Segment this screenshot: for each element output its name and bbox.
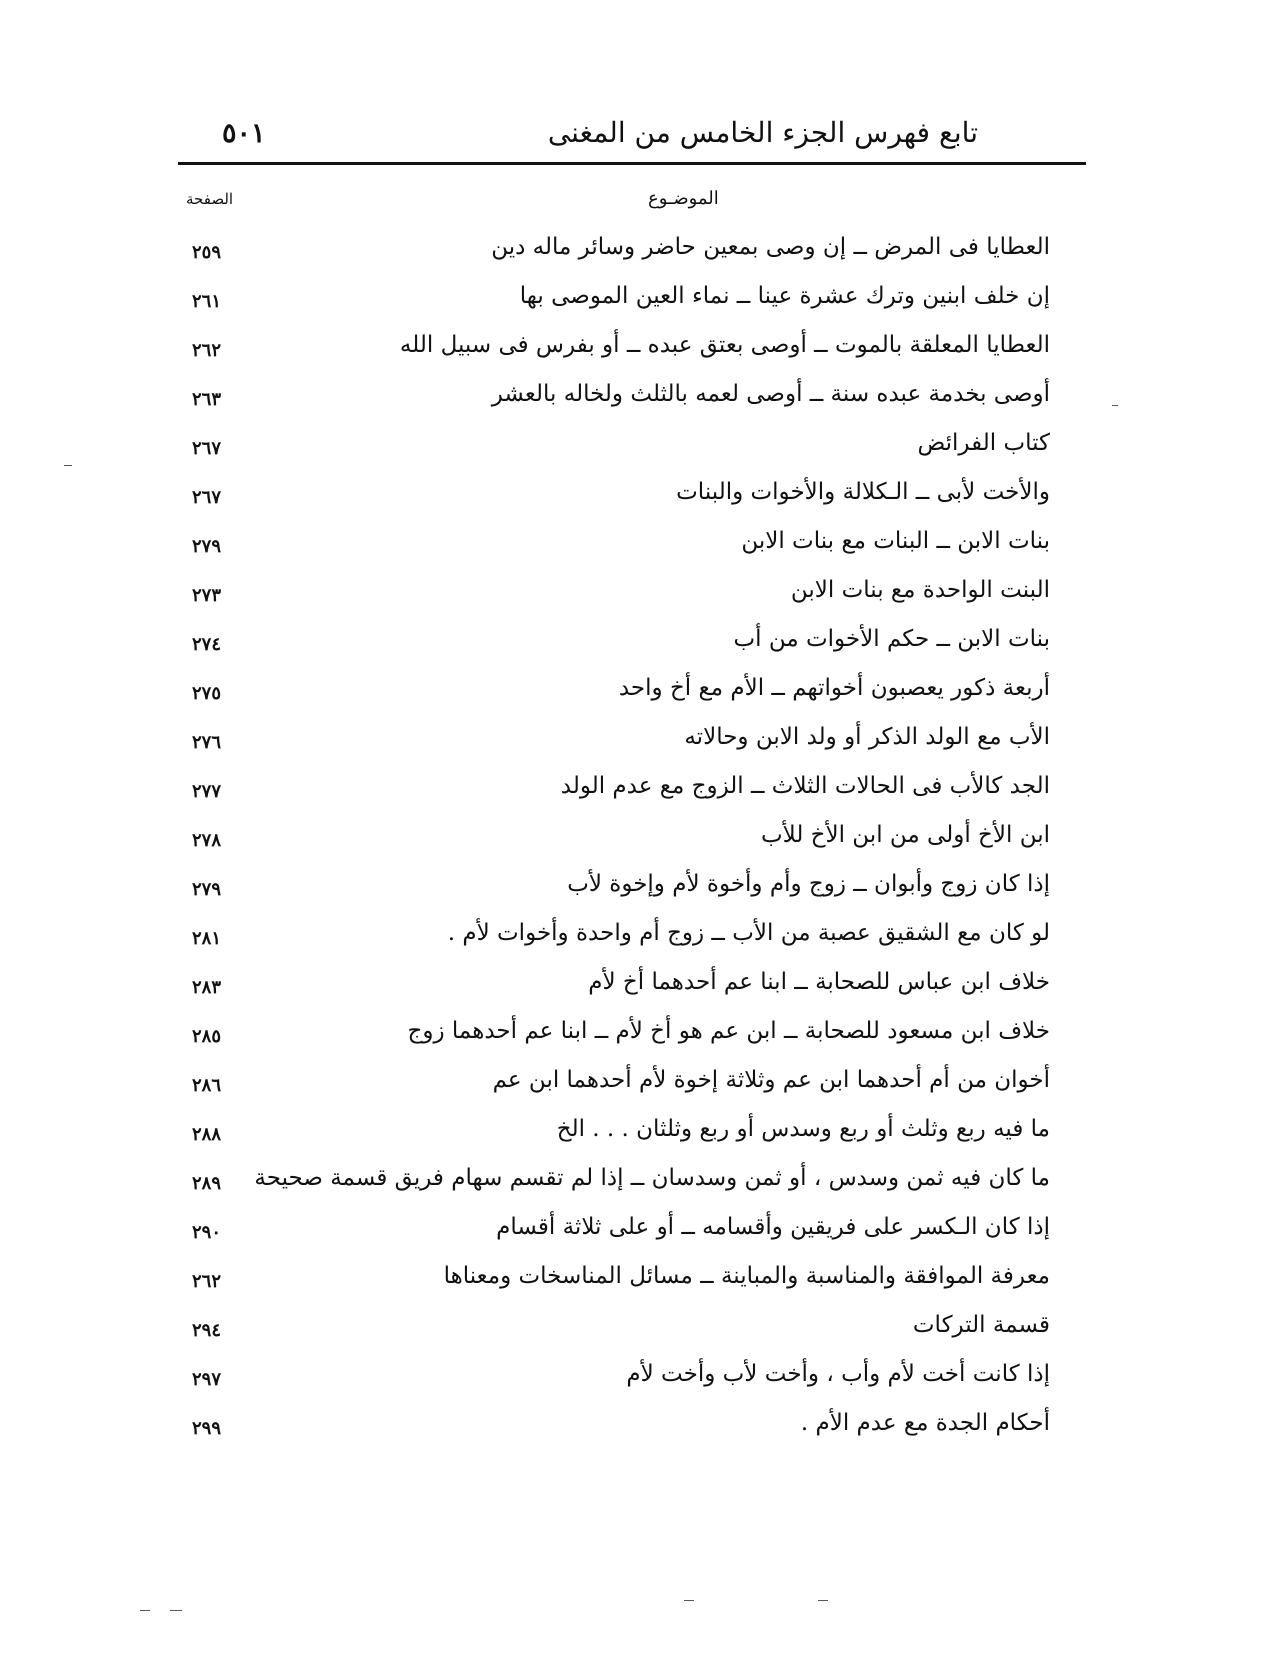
index-entry [178,1110,1086,1159]
entry-page-number: ٢٦٧ [192,487,222,508]
entry-page-number: ٢٥٩ [192,242,222,263]
entry-page-number: ٢٦٧ [192,438,222,459]
entry-page-number: ٢٧٦ [192,732,222,753]
entry-topic: أخوان من أم أحدهما ابن عم وثلاثة إخوة لأم أحدهما ابن عم [492,1067,1050,1093]
index-entry [178,1208,1086,1257]
entry-topic: أوصى بخدمة عبده سنة ــ أوصى لعمه بالثلث ولخاله بالعشر [491,381,1050,407]
entry-page-number: ٢٩٩ [192,1418,222,1439]
entry-page-number: ٢٨٥ [192,1026,222,1047]
entry-page-number: ٢٧٩ [192,879,222,900]
index-entry [178,228,1086,277]
entry-topic: ابن الأخ أولى من ابن الأخ للأب [760,822,1050,848]
index-entry [178,1061,1086,1110]
topic-column-header: الموضـوع [648,188,719,209]
entry-page-number: ٢٩٤ [192,1320,222,1341]
index-entry [178,326,1086,375]
entry-topic: معرفة الموافقة والمناسبة والمباينة ــ مسائل المناسخات ومعناها [443,1263,1050,1289]
entry-page-number: ٢٧٤ [192,634,222,655]
index-entry [178,816,1086,865]
entry-page-number: ٢٦٣ [192,389,222,410]
entry-topic: العطايا فى المرض ــ إن وصى بمعين حاضر وسائر ماله دين [491,234,1050,260]
index-entry [178,522,1086,571]
column-headers [178,190,1086,220]
entry-page-number: ٢٧٧ [192,781,222,802]
page-column-header: الصفحة [186,190,234,208]
entry-topic: أربعة ذكور يعصبون أخواتهم ــ الأم مع أخ واحد [618,675,1050,701]
index-entry [178,277,1086,326]
entry-page-number: ٢٧٣ [192,585,222,606]
entry-page-number: ٢٦٢ [192,340,222,361]
entry-page-number: ٢٦١ [192,291,222,312]
index-entry [178,865,1086,914]
entry-topic: خلاف ابن عباس للصحابة ــ ابنا عم أحدهما أخ لأم [588,969,1050,995]
index-entry [178,1306,1086,1355]
index-entry [178,963,1086,1012]
entry-topic: والأخت لأبى ــ الـكلالة والأخوات والبنات [676,479,1050,505]
page-header [178,112,1086,162]
index-entries [178,228,1086,1453]
entry-topic: بنات الابن ــ البنات مع بنات الابن [741,528,1050,554]
entry-topic: أحكام الجدة مع عدم الأم . [800,1410,1050,1436]
page-number: ٥٠١ [222,118,266,149]
entry-topic: العطايا المعلقة بالموت ــ أوصى بعتق عبده ــ أو بفرس فى سبيل الله [399,332,1050,358]
index-entry [178,571,1086,620]
entry-page-number: ٢٨٦ [192,1075,222,1096]
index-entry [178,1404,1086,1453]
index-entry [178,375,1086,424]
entry-page-number: ٢٩٠ [192,1222,222,1243]
entry-topic: خلاف ابن مسعود للصحابة ــ ابن عم هو أخ لأم ــ ابنا عم أحدهما زوج [407,1018,1050,1044]
scan-mark [64,465,72,466]
entry-page-number: ٢٩٧ [192,1369,222,1390]
index-entry [178,424,1086,473]
entry-topic: قسمة التركات [912,1312,1050,1338]
entry-page-number: ٢٧٥ [192,683,222,704]
index-entry [178,1012,1086,1061]
index-entry [178,669,1086,718]
entry-page-number: ٢٨٣ [192,977,222,998]
entry-page-number: ٢٧٩ [192,536,222,557]
scan-mark [140,1610,150,1611]
entry-page-number: ٢٨٨ [192,1124,222,1145]
index-entry [178,1355,1086,1404]
page-title: تابع فهرس الجزء الخامس من المغنى [547,116,978,149]
entry-topic: إذا كان الـكسر على فريقين وأقسامه ــ أو على ثلاثة أقسام [496,1214,1050,1240]
entry-topic: بنات الابن ــ حكم الأخوات من أب [733,626,1050,652]
entry-topic: إذا كان زوج وأبوان ــ زوج وأم وأخوة لأم وإخوة لأب [567,871,1050,897]
scan-mark [1112,405,1118,406]
entry-topic: البنت الواحدة مع بنات الابن [790,577,1050,603]
entry-page-number: ٢٨٩ [192,1173,222,1194]
entry-page-number: ٢٦٢ [192,1271,222,1292]
entry-topic: الجد كالأب فى الحالات الثلاث ــ الزوج مع عدم الولد [560,773,1050,799]
entry-page-number: ٢٧٨ [192,830,222,851]
scan-mark [170,1610,182,1611]
entry-topic: إذا كانت أخت لأم وأب ، وأخت لأب وأخت لأم [626,1361,1050,1387]
scan-mark [818,1600,828,1601]
index-entry [178,767,1086,816]
entry-page-number: ٢٨١ [192,928,222,949]
index-entry [178,1257,1086,1306]
index-entry [178,1159,1086,1208]
header-rule [178,162,1086,165]
entry-topic: ما فيه ربع وثلث أو ربع وسدس أو ربع وثلثان . . . الخ [556,1116,1050,1142]
entry-topic: ما كان فيه ثمن وسدس ، أو ثمن وسدسان ــ إذا لم تقسم سهام فريق قسمة صحيحة [254,1165,1050,1191]
index-entry [178,473,1086,522]
index-entry [178,620,1086,669]
entry-topic: لو كان مع الشقيق عصبة من الأب ــ زوج أم واحدة وأخوات لأم . [447,920,1050,946]
index-entry [178,914,1086,963]
entry-topic: كتاب الفرائض [917,430,1050,456]
entry-topic: إن خلف ابنين وترك عشرة عينا ــ نماء العين الموصى بها [519,283,1050,309]
scan-mark [684,1600,694,1601]
index-entry [178,718,1086,767]
entry-topic: الأب مع الولد الذكر أو ولد الابن وحالاته [684,724,1050,750]
